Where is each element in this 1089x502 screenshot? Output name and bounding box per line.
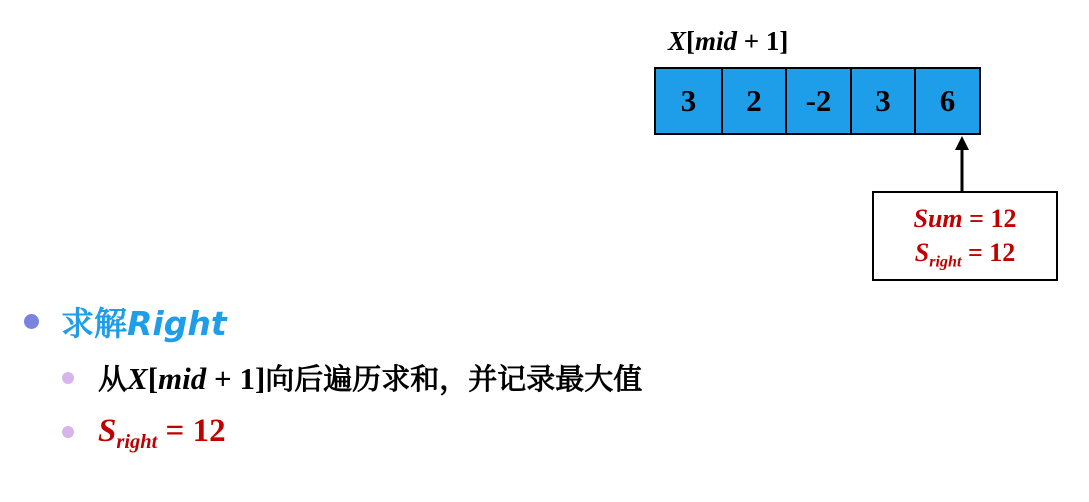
bullet-s-right: [62, 413, 226, 454]
bullet-s-right-value: = 12: [157, 413, 226, 449]
sum-label: Sum: [913, 204, 963, 233]
s-right-value: = 12: [961, 238, 1016, 267]
array-cell-2: -2: [785, 67, 852, 135]
arrow-head-icon: [955, 136, 969, 150]
bullet-solve-right: [24, 298, 227, 345]
array-cell-4: 6: [914, 67, 981, 135]
array-cell-0: 3: [654, 67, 723, 135]
sub-bullet-dot-icon: [62, 372, 74, 384]
bullet-traverse: [62, 357, 642, 398]
array-label: [668, 26, 788, 57]
bullet-traverse-var: X: [127, 361, 148, 396]
bullet-traverse-op: +: [206, 361, 240, 396]
bullet-solve-right-math: Right: [127, 304, 227, 343]
bullet-traverse-open: [: [147, 361, 159, 396]
bullet-s-right-label: S: [98, 413, 117, 449]
bullet-s-right-text: [98, 413, 226, 454]
bullet-solve-right-text: [61, 298, 227, 345]
sub-bullet-dot-icon: [62, 426, 74, 438]
array: [654, 67, 981, 135]
sum-value: = 12: [962, 204, 1017, 233]
array-label-open: [: [686, 26, 696, 56]
bullet-traverse-prefix: 从: [98, 362, 128, 396]
bullet-traverse-one: 1: [239, 361, 255, 396]
array-label-op: +: [737, 26, 766, 56]
bullet-s-right-subscript: right: [116, 431, 158, 454]
bullet-solve-right-prefix: 求解: [61, 304, 127, 343]
bullet-traverse-text: [98, 357, 642, 398]
array-label-one: 1: [765, 26, 780, 56]
bullet-traverse-suffix: 向后遍历求和，并记录最大值: [265, 362, 643, 396]
bullet-traverse-close: ]: [254, 361, 266, 396]
bullet-traverse-math: [127, 361, 265, 396]
array-cell-3: 3: [850, 67, 917, 135]
bullet-traverse-mid: mid: [158, 361, 207, 396]
result-box: [872, 191, 1058, 281]
sum-line: [874, 202, 1056, 236]
array-label-var: X: [668, 26, 687, 56]
s-right-line: [874, 236, 1056, 270]
array-label-close: ]: [779, 26, 789, 56]
bullet-dot-icon: [24, 314, 39, 329]
s-right-subscript: right: [929, 253, 962, 271]
array-cell-1: 2: [721, 67, 788, 135]
s-right-label: S: [914, 238, 930, 267]
array-label-mid: mid: [695, 26, 738, 56]
